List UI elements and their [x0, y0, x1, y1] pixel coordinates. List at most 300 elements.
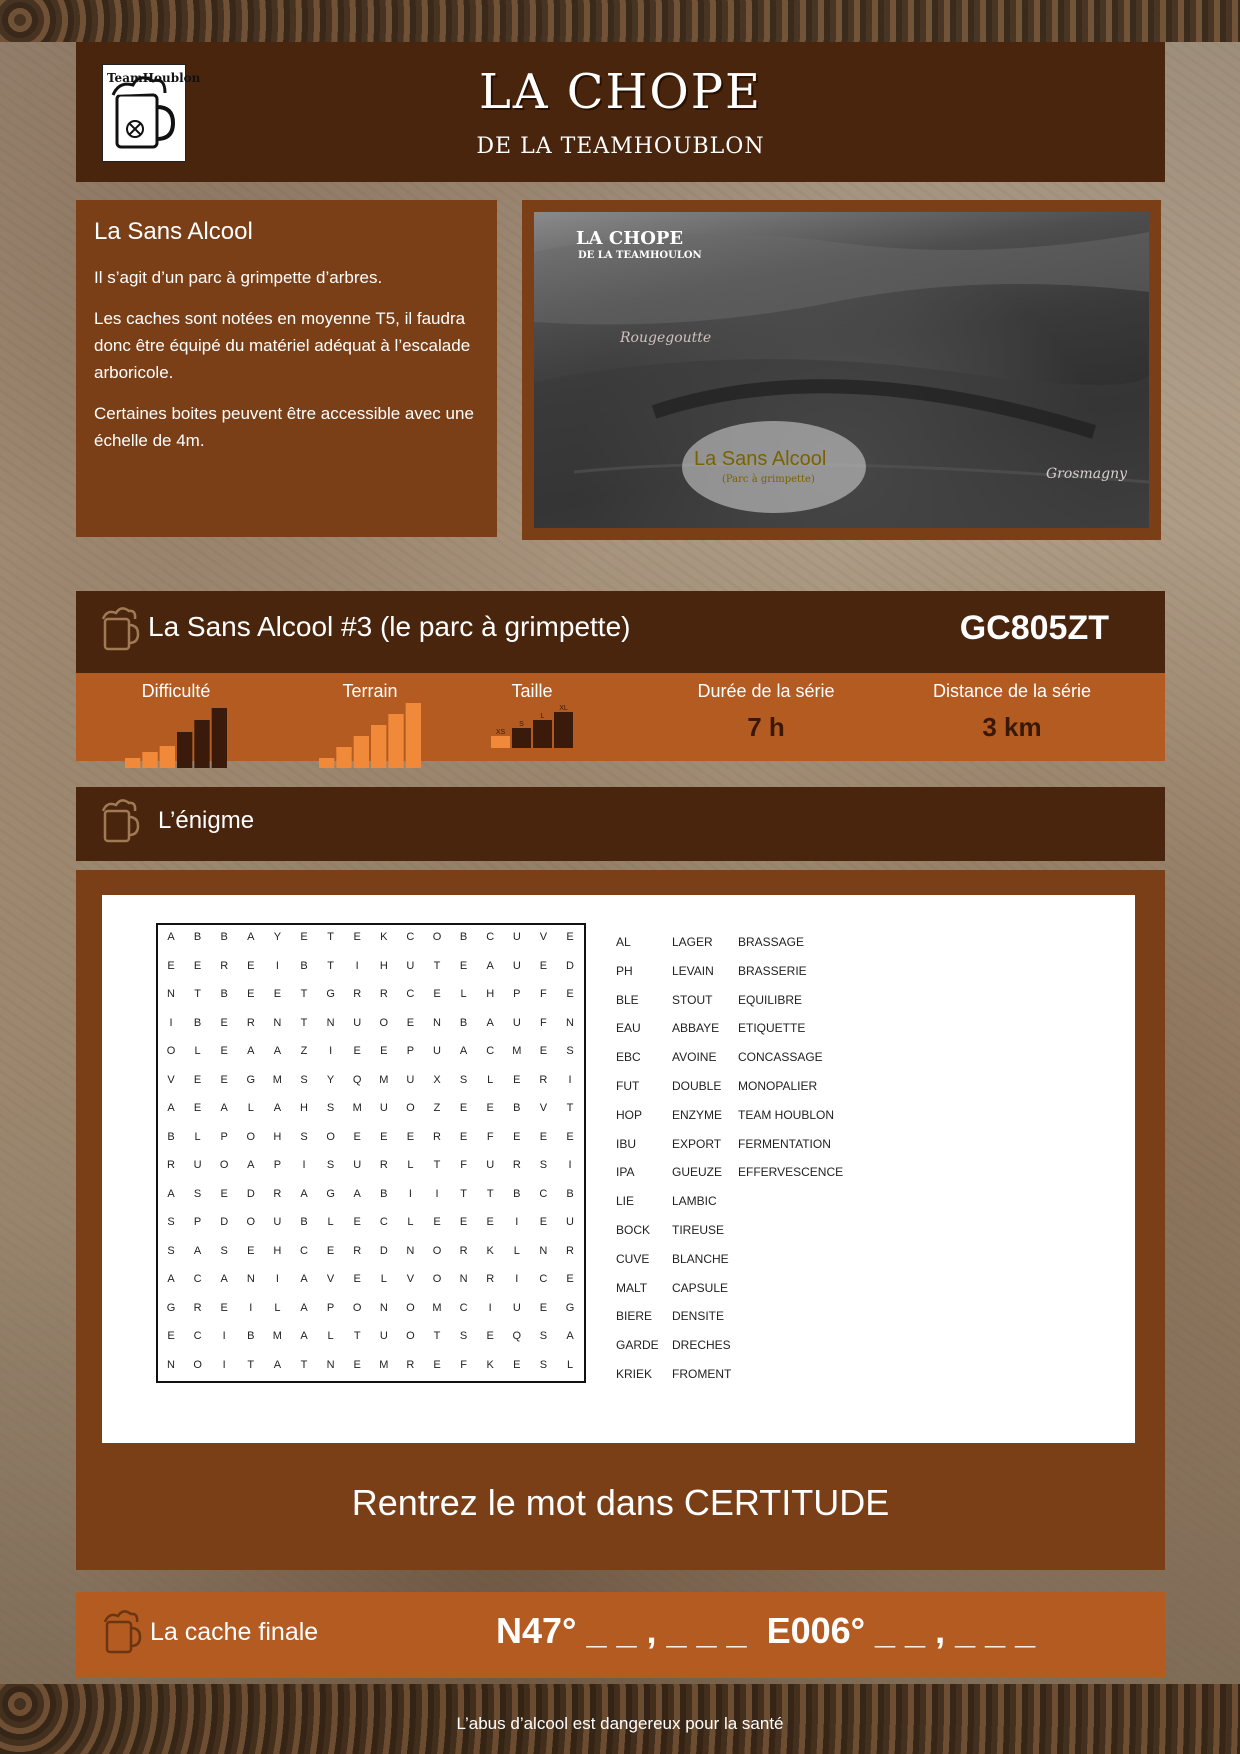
grid-letter: A [220, 1273, 228, 1285]
grid-letter: U [486, 1159, 495, 1171]
grid-letter: D [566, 959, 574, 972]
grid-letter: O [406, 1301, 415, 1314]
grid-letter: I [488, 1301, 492, 1314]
grid-letter: L [566, 1358, 574, 1371]
grid-letter: C [539, 1273, 548, 1285]
word-list-item: MONOPALIER [738, 1078, 818, 1093]
rating-bar [177, 732, 192, 768]
word-list-item: TIREUSE [672, 1222, 725, 1237]
grid-letter: A [193, 1244, 202, 1257]
grid-letter: I [169, 1016, 173, 1029]
word-list-item: FERMENTATION [738, 1136, 831, 1151]
grid-letter: B [459, 931, 468, 943]
grid-letter: L [274, 1301, 281, 1314]
grid-letter: N [379, 1301, 388, 1314]
grid-letter: M [379, 1358, 389, 1371]
word-list-item: CAPSULE [672, 1280, 729, 1295]
grid-row [158, 1188, 584, 1217]
grid-letter: R [167, 1159, 175, 1171]
size-stat [482, 681, 582, 750]
grid-letter: M [512, 1045, 522, 1057]
cache-title-bar [76, 591, 1165, 673]
footer-warning: L’abus d’alcool est dangereux pour la santé [456, 1714, 784, 1733]
grid-letter: H [300, 1102, 308, 1114]
terrain-stat [310, 681, 430, 770]
grid-letter: I [302, 1159, 306, 1171]
grid-letter: A [300, 1301, 308, 1314]
grid-letter: P [406, 1045, 415, 1057]
grid-letter: G [326, 988, 335, 1000]
grid-letter: I [249, 1301, 253, 1314]
word-list-item: LAMBIC [672, 1194, 717, 1209]
grid-row [158, 1273, 584, 1302]
word-list-item: ENZYME [672, 1107, 723, 1122]
grid-letter: E [326, 1244, 335, 1257]
grid-letter: P [193, 1216, 202, 1228]
grid-row [158, 1359, 584, 1388]
grid-letter: E [539, 1216, 548, 1228]
grid-letter: C [539, 1187, 548, 1200]
rating-bar [354, 736, 369, 768]
word-list-column [738, 935, 843, 1194]
grid-letter: R [273, 1187, 282, 1200]
grid-letter: B [167, 1130, 175, 1143]
grid-letter: A [486, 959, 494, 972]
word-list-item: FROMENT [672, 1366, 732, 1381]
grid-letter: X [433, 1073, 441, 1086]
grid-letter: U [566, 1216, 574, 1228]
word-list-item: EQUILIBRE [738, 992, 803, 1007]
grid-letter: M [352, 1102, 362, 1114]
distance-value: 3 km [982, 712, 1042, 742]
grid-letter: R [459, 1244, 468, 1257]
grid-letter: T [300, 1358, 308, 1371]
map-place-label: Rougegoutte [620, 330, 712, 346]
grid-letter: E [353, 931, 361, 943]
grid-row [158, 1074, 584, 1103]
map-subtitle: DE LA TEAMHOULON [578, 250, 702, 261]
size-bar [554, 712, 573, 748]
grid-letter: E [353, 1045, 361, 1057]
grid-letter: B [459, 1016, 468, 1029]
word-list-item: BOCK [616, 1222, 651, 1237]
grid-letter: E [486, 1216, 494, 1228]
grid-letter: E [459, 1102, 468, 1114]
size-label: Taille [511, 681, 553, 701]
grid-letter: E [566, 931, 574, 943]
grid-letter: U [512, 931, 521, 943]
grid-letter: T [194, 988, 201, 1000]
grid-letter: N [246, 1273, 255, 1285]
intro-paragraph: Il s’agit d’un parc à grimpette d’arbres. [94, 268, 383, 287]
grid-letter: G [326, 1187, 335, 1200]
grid-letter: E [247, 959, 255, 972]
grid-letter: E [220, 1073, 228, 1086]
grid-letter: Y [273, 931, 282, 943]
terrain-rating-bars [318, 702, 422, 770]
map-highlight-sublabel: (Parc à grimpette) [722, 474, 815, 485]
grid-letter: A [273, 1102, 282, 1114]
grid-letter: E [513, 1130, 521, 1143]
word-list-item: EXPORT [672, 1136, 722, 1151]
word-search-grid [156, 923, 586, 1383]
grid-letter: E [486, 1102, 494, 1114]
grid-letter: U [379, 1102, 388, 1114]
grid-letter: U [406, 1073, 415, 1086]
grid-letter: N [167, 1358, 175, 1371]
grid-letter: E [193, 1073, 202, 1086]
grid-row [158, 988, 584, 1017]
word-list-item: CONCASSAGE [738, 1050, 823, 1065]
word-list-item: GARDE [616, 1338, 659, 1353]
word-list-item: MALT [616, 1280, 648, 1295]
enigme-title: L’énigme [158, 807, 255, 834]
grid-row [158, 1131, 584, 1160]
grid-letter: E [353, 1358, 361, 1371]
grid-letter: T [300, 988, 308, 1000]
grid-letter: Z [300, 1045, 308, 1057]
grid-letter: E [353, 1130, 361, 1143]
map-frame [522, 200, 1161, 540]
grid-letter: E [539, 1301, 548, 1314]
grid-letter: A [486, 1016, 494, 1029]
grid-letter: O [219, 1159, 229, 1171]
grid-letter: U [353, 1159, 362, 1171]
grid-letter: L [327, 1330, 334, 1342]
grid-letter: E [193, 959, 202, 972]
grid-letter: E [539, 1130, 548, 1143]
grid-letter: T [486, 1187, 494, 1200]
grid-letter: R [433, 1130, 441, 1143]
grid-letter: C [379, 1216, 388, 1228]
aerial-map-image [534, 212, 1149, 528]
grid-letter: H [273, 1130, 282, 1143]
grid-letter: Q [352, 1073, 362, 1086]
intro-paragraph: Les caches sont notées en moyenne T5, il faudra donc être équipé du matériel adéquat à l’escalade arboricole. [94, 309, 471, 382]
grid-letter: U [273, 1216, 282, 1228]
grid-letter: B [220, 988, 228, 1000]
page-subtitle: DE LA TEAMHOUBLON [476, 134, 765, 159]
grid-letter: K [486, 1244, 494, 1257]
beer-mug-icon [100, 799, 140, 845]
grid-letter: S [326, 1102, 335, 1114]
grid-letter: E [193, 1102, 202, 1114]
grid-letter: E [406, 1016, 415, 1029]
grid-letter: I [275, 1273, 279, 1285]
grid-letter: M [272, 1073, 282, 1086]
grid-letter: I [515, 1273, 519, 1285]
grid-letter: R [353, 1244, 362, 1257]
grid-letter: U [512, 1301, 521, 1314]
grid-letter: T [566, 1102, 574, 1114]
size-step-label: XS [495, 729, 506, 736]
grid-letter: E [220, 1301, 228, 1314]
word-list-item: BLE [616, 992, 639, 1007]
word-list-item: STOUT [672, 992, 713, 1007]
grid-letter: S [539, 1159, 548, 1171]
grid-letter: N [406, 1244, 415, 1257]
word-list-item: ETIQUETTE [738, 1021, 806, 1036]
grid-letter: T [433, 1330, 441, 1342]
grid-letter: R [486, 1273, 495, 1285]
grid-row [158, 1159, 584, 1188]
cache-code: GC805ZT [959, 609, 1109, 647]
grid-letter: C [300, 1244, 308, 1257]
grid-letter: C [486, 1045, 495, 1057]
grid-letter: O [193, 1358, 202, 1371]
beer-mug-icon [100, 607, 140, 653]
duration-value: 7 h [747, 712, 785, 742]
grid-letter: C [406, 931, 415, 943]
grid-letter: I [515, 1216, 519, 1228]
rating-bar [336, 747, 351, 768]
grid-letter: Q [512, 1330, 522, 1342]
grid-letter: R [246, 1016, 255, 1029]
grid-letter: O [246, 1130, 256, 1143]
grid-letter: A [459, 1045, 468, 1057]
grid-letter: G [565, 1301, 575, 1314]
grid-letter: S [167, 1244, 175, 1257]
grid-letter: G [166, 1301, 176, 1314]
grid-letter: B [193, 931, 202, 943]
grid-letter: A [273, 1045, 282, 1057]
grid-letter: E [566, 1130, 574, 1143]
grid-letter: A [247, 931, 255, 943]
intro-paragraph: Certaines boites peuvent être accessible avec une échelle de 4m. [94, 404, 474, 450]
grid-letter: A [273, 1358, 282, 1371]
grid-letter: R [512, 1159, 521, 1171]
grid-letter: U [353, 1016, 362, 1029]
grid-letter: S [539, 1330, 548, 1342]
grid-letter: E [459, 959, 468, 972]
grid-letter: S [220, 1244, 228, 1257]
grid-letter: S [539, 1358, 548, 1371]
beer-mug-icon [102, 1610, 142, 1656]
grid-letter: A [220, 1102, 228, 1114]
grid-letter: D [379, 1244, 388, 1257]
grid-letter: A [300, 1273, 308, 1285]
grid-letter: O [246, 1216, 256, 1228]
grid-letter: F [540, 988, 547, 1000]
grid-letter: O [406, 1102, 415, 1114]
rating-bar [388, 714, 403, 768]
grid-letter: L [327, 1216, 334, 1228]
word-list-item: BLANCHE [672, 1251, 729, 1266]
grid-letter: L [194, 1130, 201, 1143]
grid-letter: E [220, 1045, 228, 1057]
grid-row [158, 1245, 584, 1274]
grid-letter: L [407, 1216, 414, 1228]
grid-row [158, 1302, 584, 1331]
grid-letter: D [246, 1187, 255, 1200]
grid-letter: O [432, 1244, 442, 1257]
word-list-item: PH [616, 963, 633, 978]
grid-letter: I [329, 1045, 333, 1057]
grid-letter: K [380, 931, 388, 943]
grid-letter: U [512, 959, 521, 972]
grid-letter: B [193, 1016, 202, 1029]
grid-letter: H [273, 1244, 282, 1257]
grid-letter: V [167, 1073, 175, 1086]
grid-letter: E [459, 1216, 468, 1228]
grid-letter: E [300, 931, 308, 943]
grid-letter: P [220, 1130, 228, 1143]
word-list-item: EAU [616, 1021, 641, 1036]
rating-bar [371, 725, 386, 768]
grid-letter: U [433, 1045, 441, 1057]
grid-letter: E [247, 1244, 255, 1257]
rating-bar [125, 758, 140, 768]
grid-letter: V [326, 1273, 335, 1285]
grid-letter: T [433, 959, 441, 972]
grid-letter: U [512, 1016, 521, 1029]
grid-letter: S [326, 1159, 335, 1171]
grid-letter: M [432, 1301, 442, 1314]
grid-letter: E [380, 1130, 388, 1143]
grid-letter: L [487, 1073, 494, 1086]
grid-letter: E [380, 1045, 388, 1057]
grid-letter: C [459, 1301, 468, 1314]
rating-bar [160, 746, 175, 768]
grid-letter: D [220, 1216, 229, 1228]
grid-letter: I [222, 1330, 226, 1342]
grid-letter: F [460, 1159, 467, 1171]
grid-letter: A [247, 1159, 255, 1171]
grid-letter: S [167, 1216, 175, 1228]
word-search-sheet [102, 895, 1135, 1443]
grid-letter: E [566, 1273, 574, 1285]
grid-letter: R [220, 959, 229, 972]
grid-letter: A [167, 1102, 175, 1114]
grid-letter: N [433, 1016, 441, 1029]
grid-letter: N [539, 1244, 548, 1257]
grid-letter: O [352, 1301, 362, 1314]
grid-letter: P [326, 1301, 335, 1314]
grid-letter: T [327, 959, 334, 972]
map-place-label: Grosmagny [1046, 466, 1127, 482]
grid-row [158, 1216, 584, 1245]
grid-letter: A [300, 1187, 308, 1200]
grid-letter: I [568, 1159, 572, 1171]
word-list-item: DENSITE [672, 1309, 725, 1324]
grid-letter: U [379, 1330, 388, 1342]
grid-letter: F [460, 1358, 467, 1371]
word-list-item: ABBAYE [672, 1021, 720, 1036]
grid-letter: S [566, 1045, 574, 1057]
grid-letter: O [432, 931, 442, 943]
grid-letter: L [380, 1273, 387, 1285]
grid-letter: B [566, 1187, 574, 1200]
grid-letter: B [513, 1102, 521, 1114]
grid-letter: I [222, 1358, 226, 1371]
word-list-item: BRASSERIE [738, 963, 807, 978]
grid-row [158, 1017, 584, 1046]
distance-label: Distance de la série [932, 681, 1092, 701]
grid-letter: N [326, 1016, 335, 1029]
grid-letter: V [406, 1273, 415, 1285]
grid-letter: R [566, 1244, 574, 1257]
grid-letter: F [540, 1016, 547, 1029]
grid-letter: R [379, 1159, 388, 1171]
grid-letter: T [460, 1187, 467, 1200]
word-list-item: BRASSAGE [738, 935, 805, 949]
grid-letter: E [406, 1130, 415, 1143]
grid-letter: A [300, 1330, 308, 1342]
grid-letter: U [406, 959, 415, 972]
grid-letter: A [353, 1187, 361, 1200]
word-list-item: DRECHES [672, 1338, 731, 1353]
rating-bar [142, 752, 157, 768]
grid-letter: I [408, 1187, 412, 1200]
grid-letter: C [486, 931, 495, 943]
duration-label: Durée de la série [697, 681, 835, 701]
size-bar [512, 728, 531, 748]
grid-letter: E [353, 1216, 361, 1228]
size-bar [491, 736, 510, 748]
word-list-item: DOUBLE [672, 1078, 722, 1093]
grid-letter: O [432, 1273, 442, 1285]
final-cache-bar [76, 1592, 1165, 1678]
grid-letter: S [300, 1073, 308, 1086]
grid-letter: H [379, 959, 388, 972]
rating-bar [212, 708, 227, 768]
word-list-item: TEAM HOUBLON [738, 1107, 835, 1122]
grid-letter: V [539, 1102, 548, 1114]
page-header [76, 42, 1165, 182]
grid-letter: L [460, 988, 467, 1000]
word-list-item: LAGER [672, 935, 713, 949]
word-list-item: IBU [616, 1136, 637, 1151]
grid-letter: C [193, 1330, 202, 1342]
grid-letter: S [300, 1130, 308, 1143]
grid-letter: P [273, 1159, 282, 1171]
word-list-item: LEVAIN [672, 963, 714, 978]
grid-letter: E [566, 988, 574, 1000]
logo-text: TeamHoublon [107, 71, 201, 85]
grid-letter: T [353, 1330, 361, 1342]
grid-row [158, 1102, 584, 1131]
rating-bar [319, 758, 334, 768]
grid-row [158, 931, 584, 960]
page-title: LA CHOPE [478, 64, 763, 120]
grid-letter: A [167, 1273, 175, 1285]
grid-letter: P [513, 988, 521, 1000]
grid-letter: M [272, 1330, 282, 1342]
grid-letter: E [167, 1330, 175, 1342]
grid-letter: R [193, 1301, 202, 1314]
grid-letter: A [167, 1187, 175, 1200]
grid-letter: R [353, 988, 362, 1000]
grid-letter: I [355, 959, 359, 972]
word-list-item: AVOINE [672, 1050, 717, 1065]
difficulty-rating-bars [124, 702, 228, 770]
grid-letter: E [247, 988, 255, 1000]
final-cache-title: La cache finale [150, 1618, 319, 1646]
decorative-border-top [0, 0, 1240, 42]
grid-letter: E [433, 988, 441, 1000]
grid-letter: T [327, 931, 334, 943]
word-list-item: KRIEK [616, 1366, 653, 1381]
grid-letter: T [300, 1016, 308, 1029]
grid-letter: R [379, 988, 388, 1000]
word-list-item: BIERE [616, 1309, 653, 1324]
grid-letter: H [486, 988, 495, 1000]
grid-letter: L [194, 1045, 201, 1057]
word-list-column [672, 935, 731, 1396]
grid-row [158, 1045, 584, 1074]
grid-letter: O [166, 1045, 176, 1057]
grid-letter: B [513, 1187, 521, 1200]
